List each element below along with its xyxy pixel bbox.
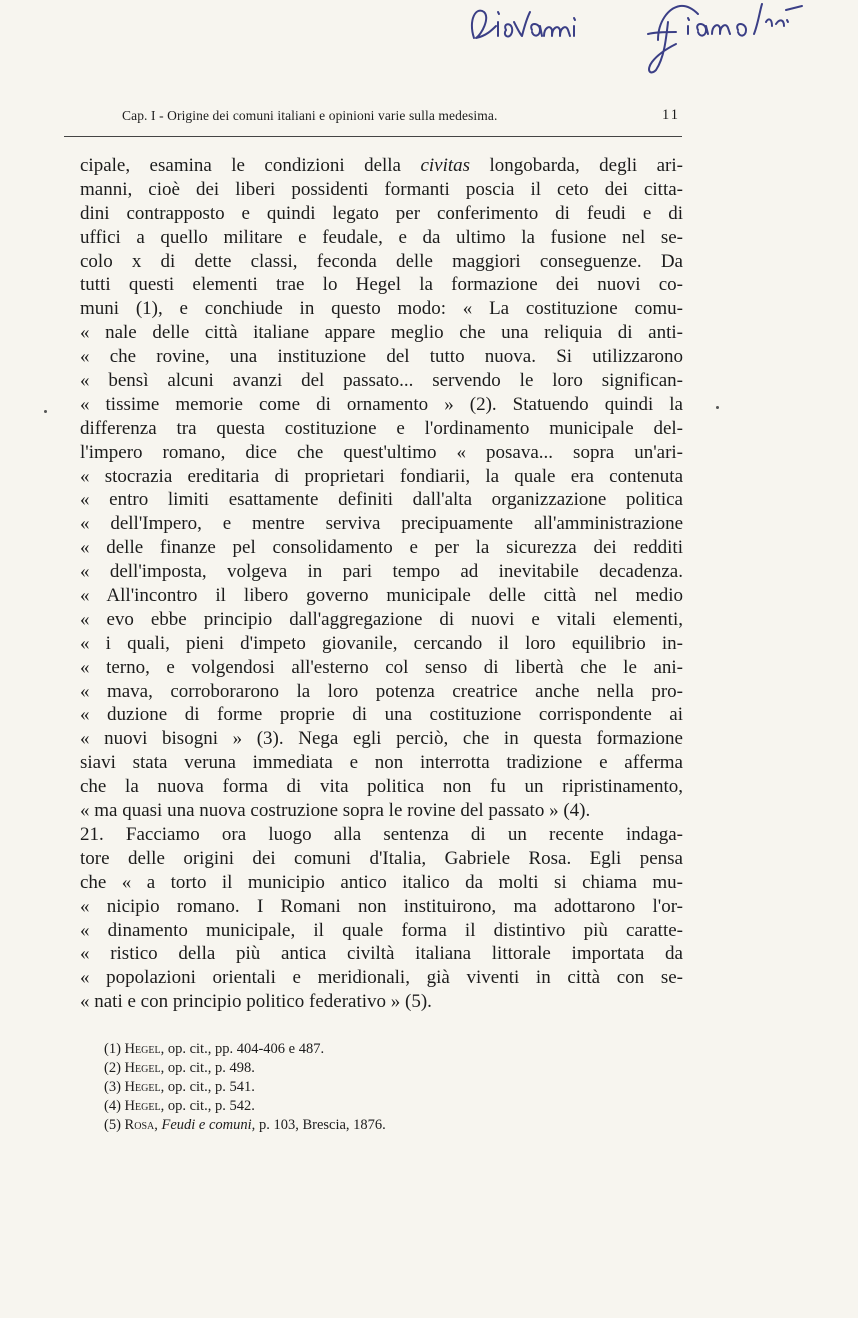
header-rule (64, 136, 682, 137)
footnote-3: (3) Hegel, op. cit., p. 541. (104, 1079, 255, 1095)
running-header (122, 108, 682, 128)
text-line: « nati e con principio politico federativo » (5). (80, 991, 432, 1013)
text-line: « terno, e volgendosi all'esterno col senso di libertà che le ani- (80, 656, 683, 678)
text-line: dini contrapposto e quindi legato per conferimento di feudi e di (80, 202, 683, 224)
text-line: « dell'imposta, volgeva in pari tempo ad inevitabile decadenza. (80, 561, 683, 583)
text-line: l'impero romano, dice che quest'ultimo « posava... sopra un'ari- (80, 441, 683, 463)
text-line: « dell'Impero, e mentre serviva precipuamente all'amministrazione (80, 513, 683, 535)
text-line: « duzione di forme proprie di una costituzione corrispondente ai (80, 704, 683, 726)
handwritten-signature (462, 0, 832, 80)
page-number: 11 (662, 107, 680, 123)
text-line: « evo ebbe principio dall'aggregazione di nuovi e vitali elementi, (80, 608, 683, 630)
footnote-4: (4) Hegel, op. cit., p. 542. (104, 1098, 255, 1114)
text-line: « mava, corroborarono la loro potenza creatrice anche nella pro- (80, 680, 683, 702)
footnote-5: (5) Rosa, Feudi e comuni, p. 103, Brescia, 1876. (104, 1117, 386, 1133)
text-line: « entro limiti esattamente definiti dall'alta organizzazione politica (80, 489, 683, 511)
text-line: che la nuova forma di vita politica non fu un ripristinamento, (80, 776, 683, 798)
text-line: « nale delle città italiane appare meglio che una reliquia di anti- (80, 322, 683, 344)
paper-speck (44, 410, 47, 413)
text-line: « tissime memorie come di ornamento » (2). Statuendo quindi la (80, 393, 683, 415)
text-line: manni, cioè dei liberi possidenti formanti poscia il ceto dei citta- (80, 178, 683, 200)
text-line: « ma quasi una nuova costruzione sopra le rovine del passato » (4). (80, 800, 591, 822)
text-line: che « a torto il municipio antico italico da molti si chiama mu- (80, 871, 683, 893)
text-line: « ristico della più antica civiltà italiana littorale importata da (80, 943, 683, 965)
text-line: siavi stata veruna immediata e non interrotta tradizione e afferma (80, 752, 683, 774)
text-line: muni (1), e conchiude in questo modo: « La costituzione comu- (80, 298, 683, 320)
text-line: tore delle origini dei comuni d'Italia, Gabriele Rosa. Egli pensa (80, 847, 683, 869)
text-line: 21. Facciamo ora luogo alla sentenza di un recente indaga- (80, 823, 683, 845)
text-line: uffici a quello militare e feudale, e da ultimo la fusione nel se- (80, 226, 683, 248)
text-line: tutti questi elementi trae lo Hegel la formazione dei nuovi co- (80, 274, 683, 296)
chapter-title: Cap. I - Origine dei comuni italiani e opinioni varie sulla medesima. (122, 108, 498, 123)
text-line: « i quali, pieni d'impeto giovanile, cercando il loro equilibrio in- (80, 632, 683, 654)
paper-speck (716, 406, 719, 409)
text-line: « che rovine, una instituzione del tutto nuova. Si utilizzarono (80, 346, 683, 368)
text-line: « stocrazia ereditaria di proprietari fondiarii, la quale era contenuta (80, 465, 683, 487)
text-line: « bensì alcuni avanzi del passato... servendo le loro significan- (80, 370, 683, 392)
footnote-1: (1) Hegel, op. cit., pp. 404-406 e 487. (104, 1041, 325, 1057)
text-line: colo x di dette classi, feconda delle maggiori conseguenze. Da (80, 250, 683, 272)
text-line: cipale, esamina le condizioni della civitas longobarda, degli ari- (80, 155, 683, 176)
text-line: « popolazioni orientali e meridionali, già viventi in città con se- (80, 967, 683, 989)
footnote-2: (2) Hegel, op. cit., p. 498. (104, 1060, 255, 1076)
footnotes (104, 1040, 604, 1135)
text-line: « dinamento municipale, il quale forma il distintivo più caratte- (80, 919, 683, 941)
text-line: « nuovi bisogni » (3). Nega egli perciò, che in questa formazione (80, 728, 683, 750)
main-text (80, 154, 683, 1014)
text-line: « nicipio romano. I Romani non instituirono, ma adottarono l'or- (80, 895, 683, 917)
text-line: « delle finanze pel consolidamento e per la sicurezza dei redditi (80, 537, 683, 559)
text-line: differenza tra questa costituzione e l'ordinamento municipale del- (80, 417, 683, 439)
text-line: « All'incontro il libero governo municipale delle città nel medio (80, 585, 683, 607)
